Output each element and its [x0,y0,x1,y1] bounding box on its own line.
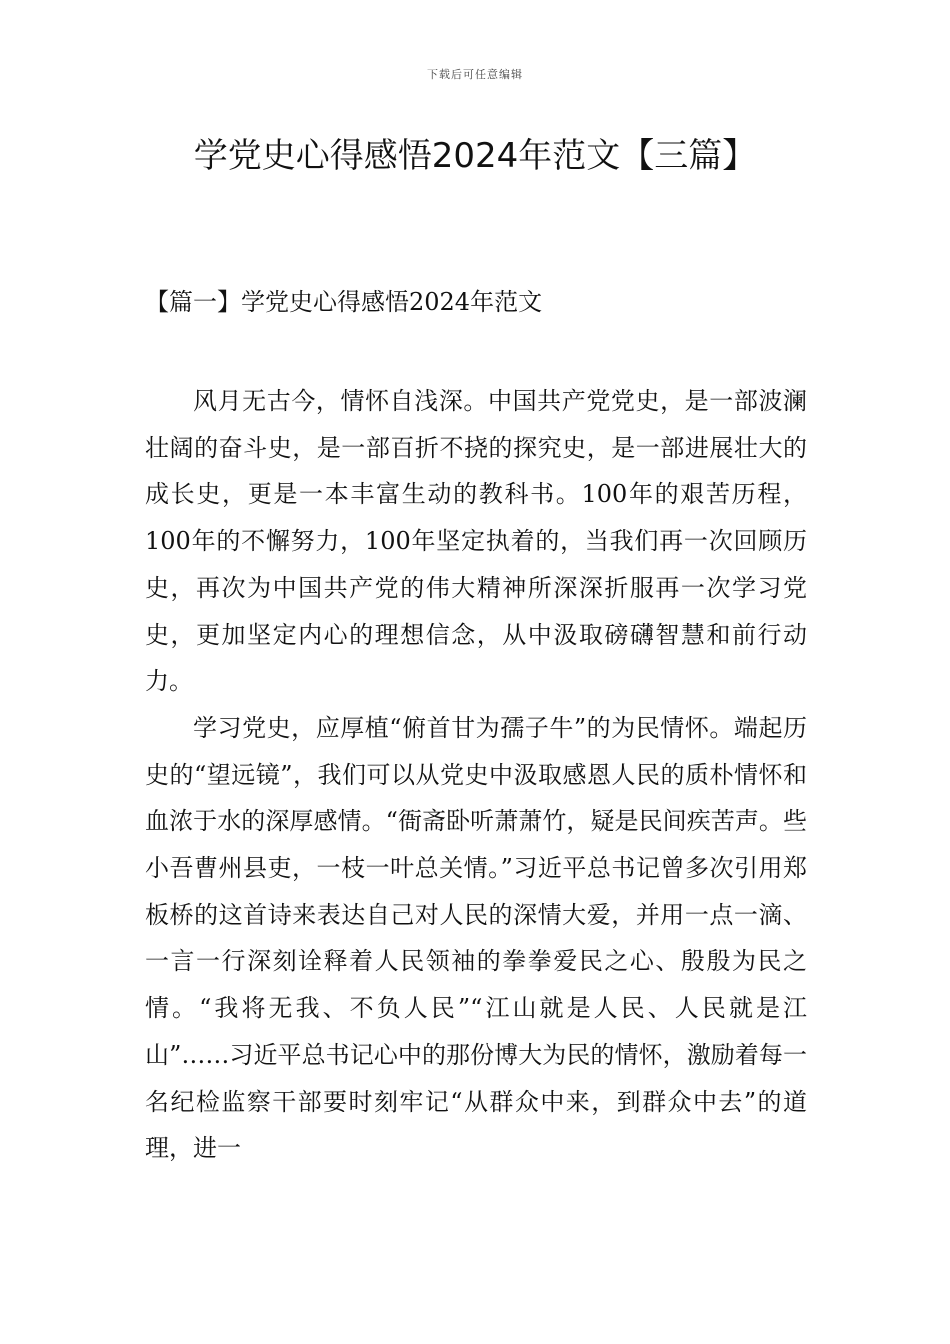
paragraph: 风月无古今，情怀自浅深。中国共产党党史，是一部波澜壮阔的奋斗史，是一部百折不挠的探究史，是一部进展壮大的成长史，更是一本丰富生动的教科书。100年的艰苦历程，100年的不懈努力，100年坚定执着的，当我们再一次回顾历史，再次为中国共产党的伟大精神所深深折服再一次学习党史，更加坚定内心的理想信念，从中汲取磅礴智慧和前行动力。 [145,387,807,696]
header-note: 下载后可任意编辑 [427,68,523,81]
section-heading: 【篇一】学党史心得感悟2024年范文 [145,288,543,316]
paragraph: 学习党史，应厚植“俯首甘为孺子牛”的为民情怀。端起历史的“望远镜”，我们可以从党史中汲取感恩人民的质朴情怀和血浓于水的深厚感情。“衙斋卧听萧萧竹，疑是民间疾苦声。些小吾曹州县吏，一枝一叶总关情。”习近平总书记曾多次引用郑板桥的这首诗来表达自己对人民的深情大爱，并用一点一滴、一言一行深刻诠释着人民领袖的拳拳爱民之心、殷殷为民之情。“我将无我、不负人民”“江山就是人民、人民就是江山”……习近平总书记心中的那份博大为民的情怀，激励着每一名纪检监察干部要时刻牢记“从群众中来，到群众中去”的道理，进一 [145,713,807,1163]
document-title: 学党史心得感悟2024年范文【三篇】 [193,136,757,176]
document-body [145,378,807,1172]
